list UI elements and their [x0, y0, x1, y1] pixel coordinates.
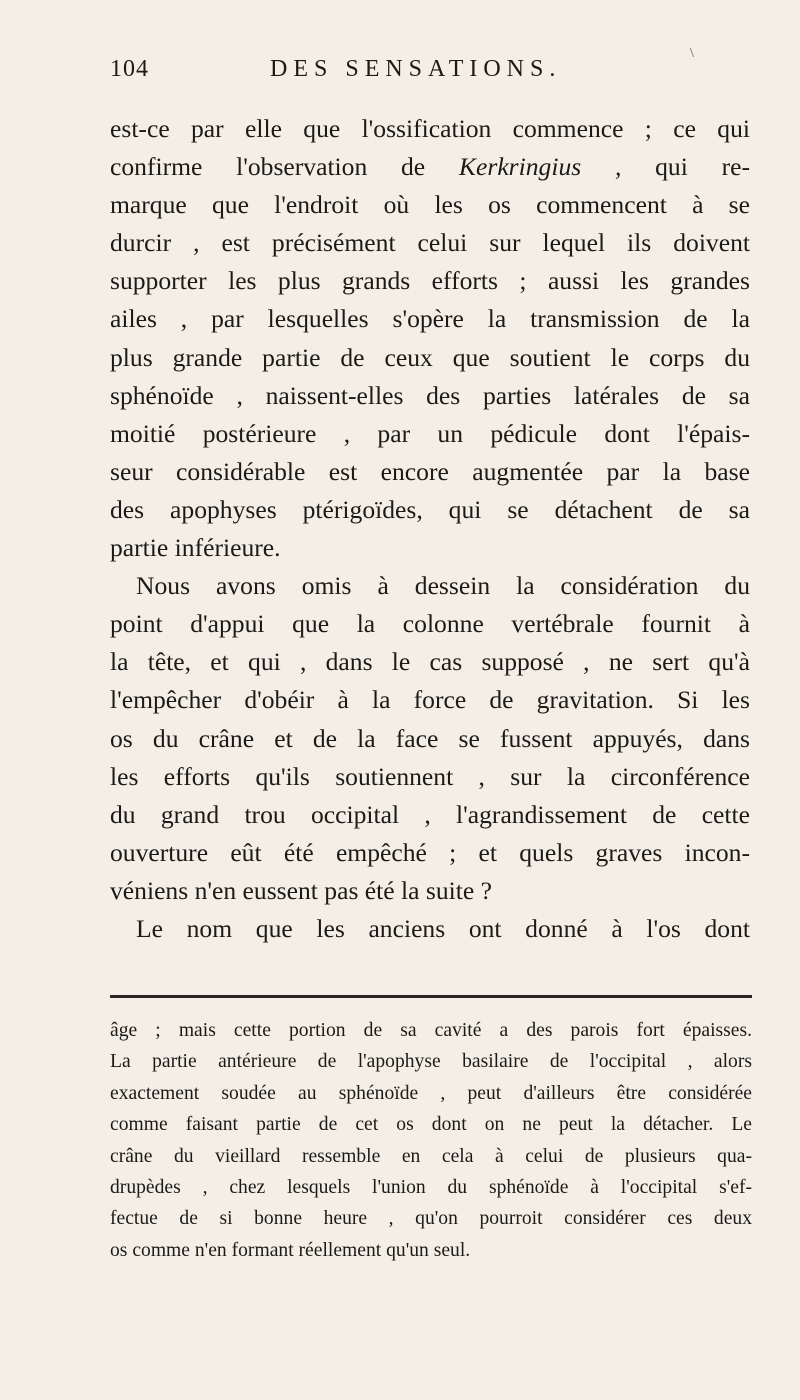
text-line-8: sphénoïde , naissent-elles des parties latérales de sa: [110, 380, 750, 410]
footnote-line-8: os comme n'en formant réellement qu'un seul.: [110, 1239, 471, 1261]
text-line-7: plus grande partie de ceux que soutient le corps du: [110, 342, 750, 372]
footnote-separator: [110, 995, 752, 998]
footnote-line-7: fectue de si bonne heure , qu'on pourroit considérer ces deux: [110, 1208, 752, 1230]
text-line-2-start: confirme l'observation de: [110, 152, 459, 182]
text-line-3: marque que l'endroit où les os commencent à se: [110, 190, 750, 220]
footnote-line-3: exactement soudée au sphénoïde , peut d'ailleurs être considérée: [110, 1082, 752, 1104]
text-line-13: Nous avons omis à dessein la considération du: [136, 571, 750, 601]
text-line-6: ailes , par lesquelles s'opère la transmission de la: [110, 304, 750, 334]
text-line-15: la tête, et qui , dans le cas supposé , ne sert qu'à: [110, 647, 750, 677]
text-line-16: l'empêcher d'obéir à la force de gravitation. Si les: [110, 685, 750, 715]
text-line-12: partie inférieure.: [110, 533, 281, 563]
text-line-11: des apophyses ptérigoïdes, qui se détachent de sa: [110, 494, 750, 524]
text-line-21: véniens n'en eussent pas été la suite ?: [110, 875, 492, 905]
text-line-18: les efforts qu'ils soutiennent , sur la circonférence: [110, 761, 750, 791]
page-number: 104: [110, 56, 149, 82]
author-name-kerkringius: Kerkringius ,: [458, 152, 622, 182]
text-line-17: os du crâne et de la face se fussent appuyés, dans: [110, 723, 750, 753]
running-title: DES SENSATIONS.: [270, 56, 562, 82]
footnote-line-5: crâne du vieillard ressemble en cela à celui de plusieurs qua-: [110, 1145, 752, 1167]
text-line-14: point d'appui que la colonne vertébrale fournit à: [110, 609, 750, 639]
main-text: [110, 110, 750, 948]
text-line-5: supporter les plus grands efforts ; aussi les grandes: [110, 266, 750, 296]
text-line-4: durcir , est précisément celui sur lequel ils doivent: [110, 228, 750, 258]
running-head: [110, 56, 730, 92]
text-line-9: moitié postérieure , par un pédicule dont l'épais-: [110, 418, 750, 448]
footnote-line-4: comme faisant partie de cet os dont on ne peut la détacher. Le: [110, 1114, 752, 1136]
footnote-line-2: La partie antérieure de l'apophyse basilaire de l'occipital , alors: [110, 1051, 752, 1073]
footnote: [110, 1015, 752, 1266]
text-line-19: du grand trou occipital , l'agrandissement de cette: [110, 799, 750, 829]
text-line-22: Le nom que les anciens ont donné à l'os dont: [136, 913, 750, 943]
text-line-20: ouverture eût été empêché ; et quels graves incon-: [110, 837, 750, 867]
text-line-2: [110, 148, 750, 186]
margin-mark: \: [690, 46, 694, 61]
footnote-line-6: drupèdes , chez lesquels l'union du sphénoïde à l'occipital s'ef-: [110, 1177, 752, 1199]
text-line-10: seur considérable est encore augmentée par la base: [110, 456, 750, 486]
footnote-line-1: âge ; mais cette portion de sa cavité a des parois fort épaisses.: [110, 1020, 752, 1041]
text-line-1: est-ce par elle que l'ossification commence ; ce qui: [110, 114, 750, 143]
text-line-2-end: qui re-: [621, 152, 750, 182]
